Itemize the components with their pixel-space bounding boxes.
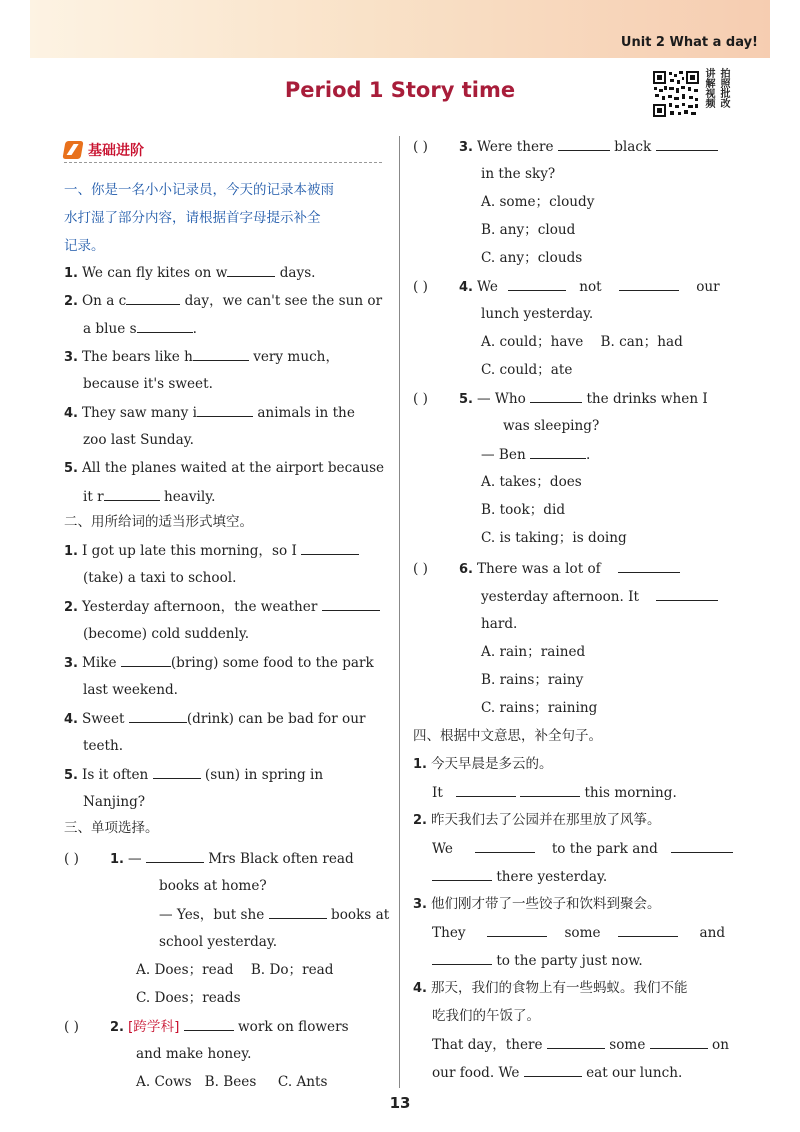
s2-q4-cont: teeth.	[83, 738, 124, 754]
answer-blank[interactable]	[126, 290, 180, 305]
option-a[interactable]: A. could；have	[481, 334, 584, 350]
answer-blank[interactable]	[197, 402, 253, 417]
s3-q1-options	[136, 960, 333, 980]
answer-blank[interactable]	[184, 1016, 234, 1031]
s3-q6-cont2: hard.	[481, 616, 518, 632]
s1-q5	[64, 458, 384, 479]
question-number: 6.	[459, 562, 473, 577]
question-number: 3.	[459, 140, 473, 155]
option-b[interactable]: B. Do；read	[250, 962, 334, 978]
answer-paren[interactable]: ( )	[64, 851, 79, 867]
question-text: to the party just now.	[496, 953, 643, 969]
s4-q2-answer	[432, 838, 733, 859]
answer-blank[interactable]	[153, 764, 201, 779]
question-text: heavily.	[163, 489, 216, 505]
question-text: Mike	[81, 655, 117, 671]
question-text: Sweet	[81, 711, 125, 727]
question-text: not	[579, 279, 602, 295]
page-title: Period 1 Story time	[284, 78, 516, 102]
s2-q1-cont: (take) a taxi to school.	[83, 570, 237, 586]
option-a[interactable]: A. takes；does	[481, 474, 582, 490]
s2-q2	[64, 596, 380, 618]
question-text: work on flowers	[238, 1019, 349, 1035]
s3-q6-cont	[481, 586, 718, 607]
answer-blank[interactable]	[671, 838, 733, 853]
s3-q2-cont: and make honey.	[136, 1046, 252, 1062]
question-text: and	[699, 925, 726, 941]
question-text: We	[432, 841, 453, 857]
question-text: That day，there	[432, 1037, 543, 1053]
question-text: day，we can't see the sun or	[184, 293, 383, 309]
question-text: black	[614, 139, 652, 155]
answer-blank[interactable]	[618, 558, 680, 573]
s4-q3-answer	[432, 922, 725, 943]
answer-blank[interactable]	[547, 1034, 605, 1049]
s4-q4-cont	[432, 1062, 682, 1083]
option-c[interactable]: C. Ants	[277, 1074, 328, 1090]
question-text: They saw many i	[81, 405, 197, 421]
option-b[interactable]: B. Bees	[204, 1074, 257, 1090]
answer-blank[interactable]	[432, 950, 492, 965]
question-text: Is it often	[81, 767, 149, 783]
question-text: We	[476, 279, 498, 295]
question-text: 那天，我们的食物上有一些蚂蚁。我们不能	[430, 980, 688, 996]
s3-q6	[413, 558, 680, 580]
question-number: 4.	[64, 406, 78, 421]
page-number: 13	[389, 1094, 411, 1112]
badge-underline	[64, 162, 382, 163]
question-text: We can fly kites on w	[81, 265, 228, 281]
s1-q2-cont	[83, 318, 197, 339]
answer-paren[interactable]: ( )	[413, 391, 428, 407]
s3-q5	[413, 388, 708, 410]
question-text: 他们刚才带了一些饺子和饮料到聚会。	[430, 896, 661, 912]
qr-caption	[703, 70, 733, 110]
answer-blank[interactable]	[227, 262, 275, 277]
s4-q2	[413, 810, 660, 831]
answer-blank[interactable]	[269, 904, 327, 919]
pencil-icon	[62, 141, 83, 159]
s3-q1-cont2: school yesterday.	[159, 934, 278, 950]
answer-paren[interactable]: ( )	[413, 279, 428, 295]
s3-q5-cont: was sleeping?	[503, 418, 600, 434]
answer-blank[interactable]	[558, 136, 610, 151]
option-b[interactable]: B. took；did	[481, 502, 566, 518]
qr-char: 解	[705, 79, 716, 90]
s3-q2-options	[136, 1072, 328, 1092]
s4-heading: 四、根据中文意思，补全句子。	[413, 728, 602, 744]
answer-blank[interactable]	[146, 848, 204, 863]
s4-q3-cont	[432, 950, 643, 971]
option-c[interactable]: C. rains；raining	[481, 700, 598, 716]
option-b[interactable]: B. rains；rainy	[481, 672, 584, 688]
question-text: On a c	[81, 293, 127, 309]
column-divider	[399, 136, 400, 1088]
question-number: 4.	[413, 981, 427, 996]
answer-blank[interactable]	[137, 318, 193, 333]
s2-q5-cont: Nanjing?	[83, 794, 146, 810]
question-text: Yesterday afternoon，the weather	[81, 599, 318, 615]
question-text: 今天早晨是多云的。	[430, 756, 553, 772]
question-text: this morning.	[584, 785, 677, 801]
question-number: 4.	[459, 280, 473, 295]
question-number: 1.	[64, 266, 78, 281]
qr-char: 视	[705, 89, 716, 100]
question-text: 昨天我们去了公园并在那里放了风筝。	[430, 812, 661, 828]
qr-char: 批	[720, 89, 731, 100]
answer-blank[interactable]	[530, 444, 586, 459]
s1-q1	[64, 262, 316, 284]
s2-heading: 二、用所给词的适当形式填空。	[64, 514, 253, 530]
question-text: There was a lot of	[476, 561, 601, 577]
s4-q3	[413, 894, 660, 915]
s4-q1-answer	[432, 782, 677, 803]
question-text: books at	[331, 907, 390, 923]
question-text: (drink) can be bad for our	[186, 711, 366, 727]
s2-q1	[64, 540, 359, 562]
answer-blank[interactable]	[432, 866, 492, 881]
option-b[interactable]: B. can；had	[600, 334, 683, 350]
s2-q5	[64, 764, 323, 786]
answer-blank[interactable]	[104, 486, 160, 501]
answer-blank[interactable]	[487, 922, 547, 937]
question-text: It	[432, 785, 443, 801]
answer-blank[interactable]	[656, 136, 718, 151]
s3-q2	[64, 1016, 349, 1038]
question-text: the drinks when I	[586, 391, 708, 407]
question-text: on	[712, 1037, 729, 1053]
answer-blank[interactable]	[475, 838, 535, 853]
s3-q4-options	[481, 332, 683, 352]
answer-blank[interactable]	[121, 652, 171, 667]
s4-q4-cn-cont: 吃我们的午饭了。	[432, 1008, 540, 1024]
question-number: 4.	[64, 712, 78, 727]
s2-q4	[64, 708, 365, 730]
question-text: .	[192, 321, 197, 337]
option-a[interactable]: A. Cows	[136, 1074, 192, 1090]
s1-q4	[64, 402, 355, 424]
unit-label: Unit 2 What a day!	[620, 35, 758, 50]
qr-char: 改	[720, 99, 731, 110]
qr-char: 讲	[705, 69, 716, 80]
question-text: our food. We	[432, 1065, 520, 1081]
s3-q4	[413, 276, 720, 298]
question-text: there yesterday.	[496, 869, 608, 885]
question-text: eat our lunch.	[586, 1065, 683, 1081]
s3-q1	[64, 848, 354, 870]
s2-q3	[64, 652, 374, 674]
question-number: 1.	[110, 852, 124, 867]
answer-paren[interactable]: ( )	[64, 1019, 79, 1035]
qr-char: 拍	[720, 69, 731, 80]
question-text: it r	[83, 489, 104, 505]
question-text: Were there	[476, 139, 554, 155]
question-text: our	[696, 279, 720, 295]
question-number: 1.	[413, 757, 427, 772]
s4-q1	[413, 754, 552, 775]
option-b[interactable]: B. any；cloud	[481, 222, 576, 238]
question-number: 2.	[110, 1020, 124, 1035]
s1-q3	[64, 346, 339, 368]
s3-heading: 三、单项选择。	[64, 820, 159, 836]
answer-blank[interactable]	[193, 346, 249, 361]
s3-q3-cont: in the sky?	[481, 166, 556, 182]
answer-blank[interactable]	[619, 276, 679, 291]
question-number: 2.	[413, 813, 427, 828]
s1-q5-cont	[83, 486, 215, 507]
section-badge-label: 基础进阶	[88, 143, 144, 159]
question-text: — Yes，but she	[159, 907, 265, 923]
option-c[interactable]: C. any；clouds	[481, 250, 583, 266]
question-text: The bears like h	[81, 349, 193, 365]
answer-blank[interactable]	[656, 586, 718, 601]
question-text: animals in the	[257, 405, 355, 421]
answer-blank[interactable]	[456, 782, 516, 797]
question-text: very much，	[253, 349, 340, 365]
answer-blank[interactable]	[524, 1062, 582, 1077]
s2-q2-cont: (become) cold suddenly.	[83, 626, 250, 642]
option-a[interactable]: A. Does；read	[136, 962, 234, 978]
question-text: (sun) in spring in	[204, 767, 324, 783]
question-number: 2.	[64, 294, 78, 309]
s1-heading-line: 水打湿了部分内容，请根据首字母提示补全	[64, 210, 321, 226]
question-text: — Ben	[481, 447, 526, 463]
answer-blank[interactable]	[650, 1034, 708, 1049]
answer-blank[interactable]	[322, 596, 380, 611]
answer-blank[interactable]	[520, 782, 580, 797]
s4-q4	[413, 978, 687, 999]
s1-heading-line: 记录。	[64, 238, 105, 254]
question-number: 5.	[459, 392, 473, 407]
s3-q4-cont: lunch yesterday.	[481, 306, 594, 322]
question-number: 2.	[64, 600, 78, 615]
question-text: I got up late this morning，so I	[81, 543, 297, 559]
answer-blank[interactable]	[508, 276, 566, 291]
answer-paren[interactable]: ( )	[413, 139, 428, 155]
question-number: 3.	[64, 350, 78, 365]
option-c[interactable]: C. could；ate	[481, 362, 573, 378]
section-badge	[64, 140, 144, 160]
answer-blank[interactable]	[129, 708, 187, 723]
s2-q3-cont: last weekend.	[83, 682, 178, 698]
option-c[interactable]: C. Does；reads	[136, 990, 241, 1006]
s4-q4-answer	[432, 1034, 729, 1055]
qr-char: 照	[720, 79, 731, 90]
s1-heading-line: 一、你是一名小小记录员，今天的记录本被雨	[64, 182, 334, 198]
cross-subject-tag: [跨学科]	[127, 1019, 180, 1035]
s3-q5-answer	[481, 444, 590, 465]
question-text: All the planes waited at the airport because	[81, 460, 385, 476]
s3-q3	[413, 136, 718, 158]
qr-code-icon	[652, 70, 700, 118]
question-number: 3.	[64, 656, 78, 671]
option-c[interactable]: C. is taking；is doing	[481, 530, 627, 546]
question-text: some	[609, 1037, 646, 1053]
answer-blank[interactable]	[618, 922, 678, 937]
s3-q1-answer	[159, 904, 389, 925]
question-number: 3.	[413, 897, 427, 912]
question-text: some	[564, 925, 601, 941]
s1-q3-cont: because it's sweet.	[83, 376, 213, 392]
question-text: (bring) some food to the park	[170, 655, 374, 671]
question-text: Mrs Black often read	[208, 851, 354, 867]
s1-q2	[64, 290, 382, 312]
question-text: —	[127, 851, 142, 867]
question-text: They	[432, 925, 466, 941]
question-text: days.	[279, 265, 316, 281]
question-number: 5.	[64, 461, 78, 476]
option-a[interactable]: A. some；cloudy	[481, 194, 595, 210]
answer-blank[interactable]	[301, 540, 359, 555]
question-text: yesterday afternoon. It	[481, 589, 640, 605]
option-a[interactable]: A. rain；rained	[481, 644, 586, 660]
s3-q1-cont: books at home?	[159, 878, 267, 894]
question-number: 5.	[64, 768, 78, 783]
question-number: 1.	[64, 544, 78, 559]
answer-paren[interactable]: ( )	[413, 561, 428, 577]
answer-blank[interactable]	[530, 388, 582, 403]
s4-q2-cont	[432, 866, 607, 887]
question-text: .	[586, 447, 591, 463]
s1-q4-cont: zoo last Sunday.	[83, 432, 194, 448]
question-text: — Who	[476, 391, 526, 407]
qr-char: 频	[705, 99, 716, 110]
question-text: to the park and	[551, 841, 658, 857]
question-text: a blue s	[83, 321, 137, 337]
